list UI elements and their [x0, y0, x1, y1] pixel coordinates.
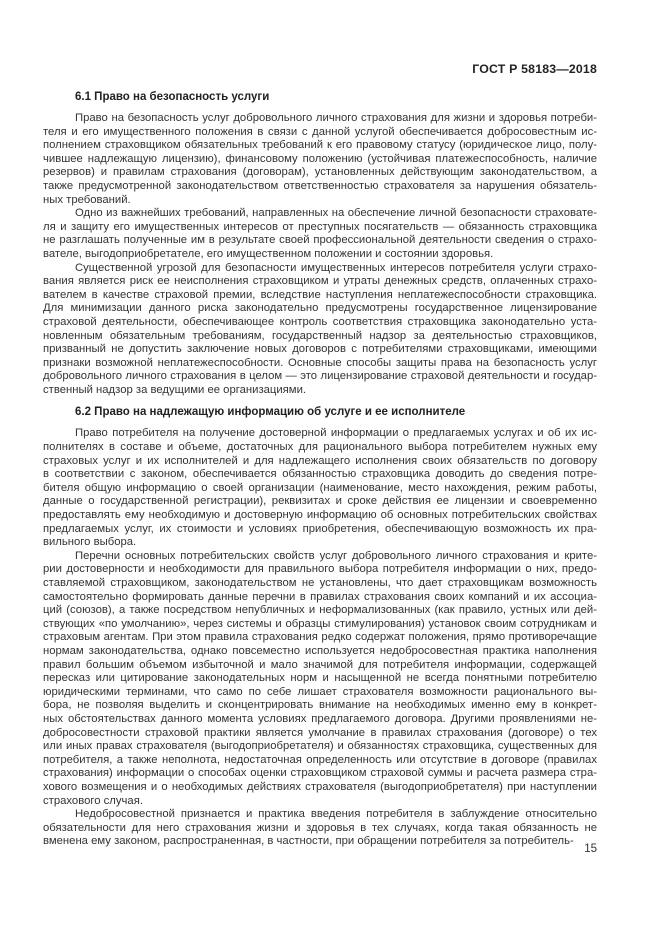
paragraph-line: страховых услуг и их исполнителей и для надлежащего исполнения своих обязательств по договору — [43, 454, 597, 467]
paragraph-line: ных требований. — [43, 193, 131, 206]
paragraph-line: признаки возможной неплатежеспособности. Основные способы защиты права на безопасность услуг — [43, 356, 597, 369]
paragraph-line: или иных правах страхователя (выгодоприобретателя) и обязанностях страховщика, существенных для — [43, 740, 597, 753]
paragraph-line: призванный не допустить заключение новых договоров с потребителями страховщиками, имеющими — [43, 343, 597, 356]
paragraph-line: Существенной угрозой для безопасности имущественных интересов потребителя услуги страхо- — [75, 261, 597, 274]
paragraph-line: ций (союзов), а также посредством непубличных и неформализованных (как правило, устных или дей- — [43, 604, 597, 617]
document-content — [43, 62, 597, 849]
paragraph-line: данные о государственной регистрации), реквизитах и сроке действия ее лицензии и своевременно — [43, 495, 597, 508]
paragraph-line: теля и его имущественного положения в связи с данной услугой обеспечивается добросовестным ис- — [43, 125, 597, 138]
paragraph-line: добровольного личного страхования в целом — это лицензирование страховой деятельности и государ- — [43, 370, 597, 383]
paragraph-line: ставляемой страховщиком, законодательством не установлены, что дает страховщикам возможность — [43, 577, 597, 589]
document-header: ГОСТ Р 58183—2018 — [472, 62, 597, 76]
paragraph — [43, 808, 597, 849]
paragraph — [43, 207, 597, 261]
paragraph-line: вателе, выгодоприобретателе, его имущественном положении и состоянии здоровья. — [43, 247, 494, 260]
paragraph-line: ных обстоятельствах данного момента условиях предлагаемого договора. Другими проявлениями не- — [43, 712, 597, 725]
paragraph-line: предлагаемых услуг, их стоимости и условиях приобретения, обеспечивающую возможность их пра- — [43, 522, 597, 535]
section-heading: 6.1 Право на безопасность услуги — [75, 91, 270, 103]
paragraph-line: пересказ или цитирование законодательных норм и насыщенной не всегда понятными потребителю — [43, 672, 597, 685]
paragraph-line: новленным обязательным требованиям, государственный надзор за деятельностью страховщиков, — [43, 329, 597, 342]
document-body — [43, 90, 597, 849]
paragraph-line: в соответствии с законом, обеспечивается обязанностью страховщика доводить до сведения потре- — [43, 468, 597, 481]
paragraph-line: бора, не позволяя выделить и сконцентрировать внимание на необходимых именно ему в конкрет- — [43, 699, 597, 712]
paragraph-line: юридическими терминами, что само по себе лишает страхователя возможности рационального вы- — [43, 685, 597, 698]
paragraph-line: бителя общую информацию о своей организации (наименование, место нахождения, режим работы, — [43, 481, 597, 494]
paragraph-line: ствующих «по умолчанию», через системы и образцы стимулирования) установок своим сотрудникам и — [43, 617, 597, 630]
section-heading: 6.2 Право на надлежащую информацию об услуге и ее исполнителе — [75, 406, 466, 419]
paragraph-line: страховой деятельности, обеспечивающее контроль соответствия страховщика законодательно уста- — [43, 315, 597, 328]
paragraph — [43, 550, 597, 808]
paragraph-line: предоставлять ему необходимую и достоверную информацию об основных потребительских свойствах — [43, 509, 597, 522]
paragraph-line: также предусмотренной законодательством ответственностью страхователя за нарушения обязатель- — [43, 179, 597, 192]
paragraph-line: Право на безопасность услуг добровольного личного страхования для жизни и здоровья потреби- — [75, 112, 597, 124]
paragraph-line: не разглашать полученные им в результате своей профессиональной деятельности сведения о страхо- — [43, 234, 597, 247]
paragraph-line: Недобросовестной признается и практика введения потребителя в заблуждение относительно — [75, 808, 597, 821]
paragraph-line: вменена ему законом, распространенная, в частности, при обращении потребителя за потребитель- — [43, 835, 574, 848]
paragraph-line: страхового случая. — [43, 794, 143, 807]
paragraph-line: резервов) и правилам страхования (договорам), установленных действующим законодательством, а — [43, 166, 597, 179]
paragraph-line: Право потребителя на получение достоверной информации о предлагаемых услугах и об их ис- — [75, 427, 597, 440]
paragraph-line: страховым агентам. При этом правила страхования редко содержат положения, прямо противоречащие — [43, 631, 597, 644]
paragraph-line: вания является риск ее неисполнения страховщиком и утраты денежных средств, оплаченных страхо- — [43, 275, 597, 288]
paragraph-line: ля и защиту его имущественных интересов от преступных посягательств — обязанность страховщика — [43, 220, 597, 233]
paragraph-line: Перечни основных потребительских свойств услуг добровольного личного страхования и крите- — [75, 549, 597, 562]
paragraph-line: Одно из важнейших требований, направленных на обеспечение личной безопасности страховате- — [75, 207, 597, 220]
paragraph-line: нормам законодательства, однако повсеместно используется недобросовестная практика наполнения — [43, 644, 597, 657]
paragraph-line: добросовестности страховой практики является умолчание в правилах страхования (договоре) о тех — [43, 726, 597, 739]
paragraph-line: полнением страховщиком обязательных требований к его правовому статусу (юридическое лицо, полу- — [43, 139, 597, 152]
paragraph-line: хового возмещения и о необходимых действиях страхователя (выгодоприобретателя) при наступлении — [43, 780, 597, 793]
paragraph-line: чившее надлежащую лицензию), финансовому положению (устойчивая платежеспособность, наличие — [43, 152, 597, 165]
paragraph-line: ственный надзор за ведущими ее организациями. — [43, 383, 307, 396]
paragraph-line: вателем в качестве страховой премии, вследствие наступления неплатежеспособности страховщика. — [43, 288, 597, 301]
paragraph-line: потребителя, а также неполнота, недостаточная определенность или отсутствие в договоре (правилах — [43, 753, 597, 766]
paragraph-line: вильного выбора. — [43, 536, 137, 549]
paragraph-line: правил большим объемом избыточной и мало значимой для потребителя информации, содержащей — [43, 658, 597, 671]
paragraph-line: Для минимизации данного риска законодательно предусмотрены государственное лицензирование — [43, 302, 597, 315]
paragraph-line: обязательности для него страхования жизни и здоровья в тех случаях, когда такая обязанность не — [43, 821, 597, 834]
paragraph-line: страхования) информации о способах оценки страховщиком страховой суммы и расчета размера стра- — [43, 767, 597, 780]
paragraph — [43, 427, 597, 549]
paragraph — [43, 112, 597, 207]
paragraph-line: рии достоверности и необходимости для правильного выбора потребителя информации о них, предо- — [43, 563, 597, 576]
paragraph-line: полнителях в составе и объеме, достаточных для рационального выбора потребителем нужных ему — [43, 441, 597, 454]
paragraph-line: самостоятельно формировать данные перечни в правилах страхования своих компаний и их ассоциа- — [43, 590, 597, 603]
page-number: 15 — [584, 843, 597, 855]
paragraph — [43, 262, 597, 398]
